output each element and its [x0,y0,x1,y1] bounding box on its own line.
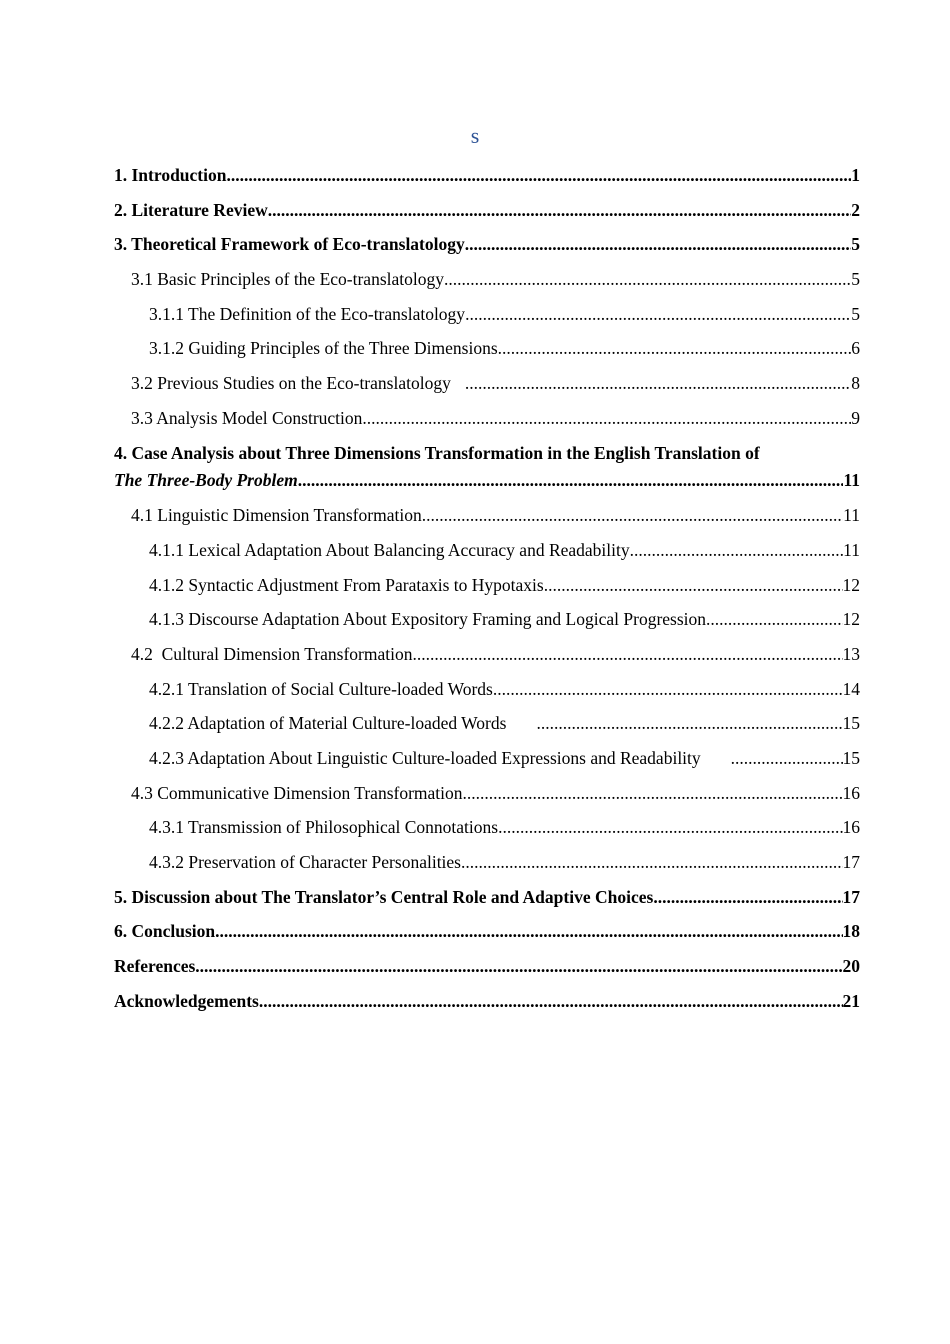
toc-entry-communicative-dimension[interactable] [114,780,860,806]
toc-entry-page: 9 [851,407,860,428]
dot-leader [226,162,851,188]
dot-leader [362,405,851,431]
toc-entry-title: 1. Introduction [114,165,227,185]
toc-entry-literature-review[interactable] [114,197,860,223]
toc-entry-title: 5. Discussion about The Translator’s Central Role and Adaptive Choices [114,886,654,907]
dot-leader [465,370,851,396]
toc-entry-title: References [114,956,196,977]
dot-leader [195,953,842,979]
toc-entry-page: 6 [851,338,860,359]
toc-entry-guiding-principles[interactable] [114,335,860,361]
toc-entry-title: 4.3 Communicative Dimension Transformation [131,782,463,803]
toc-entry-page: 17 [842,852,860,873]
toc-entry-title: 3.2 Previous Studies on the Eco-translatology [131,373,451,394]
toc-entry-cultural-dimension[interactable] [114,641,860,667]
toc-entry-previous-studies[interactable] [114,370,860,396]
toc-entry-page: 13 [842,643,860,664]
dot-leader [536,710,842,736]
toc-entry-page: 17 [842,886,860,907]
dot-leader [463,780,843,806]
toc-entry-linguistic-dimension[interactable] [114,502,860,528]
toc-entry-title: 4.2.3 Adaptation About Linguistic Culture-loaded Expressions and Readability [149,748,701,768]
toc-entry-analysis-model[interactable] [114,405,860,431]
toc-entry-references[interactable] [114,953,860,979]
toc-entry-page: 11 [843,469,860,490]
toc-entry-title: 4.3.2 Preservation of Character Personalities [149,852,461,873]
toc-entry-page: 16 [842,782,860,803]
toc-entry-page: 12 [842,574,860,595]
dot-leader [412,641,842,667]
dot-leader [444,266,851,292]
toc-entry-page: 16 [842,817,860,838]
toc-entry-social-culture[interactable] [114,676,860,702]
toc-entry-case-analysis[interactable] [114,440,860,494]
toc-entry-discussion[interactable] [114,884,860,910]
toc-entry-acknowledgements[interactable] [114,988,860,1014]
dot-leader [498,814,842,840]
toc-entry-lexical-adaptation[interactable] [114,537,860,563]
toc-entry-title: 4.1.3 Discourse Adaptation About Expository Framing and Logical Progression [149,609,707,630]
toc-entry-title: 4.1 Linguistic Dimension Transformation [131,505,422,526]
toc-entry-title-line1: 4. Case Analysis about Three Dimensions Transformation in the English Translation of [114,442,760,463]
dot-leader [731,745,843,771]
toc-entry-page: 1 [851,165,860,185]
toc-entry-title: 3.3 Analysis Model Construction [131,407,363,428]
toc-entry-page: 8 [851,373,860,394]
dot-leader [465,231,852,257]
dot-leader [653,884,842,910]
toc-entry-basic-principles[interactable] [114,266,860,292]
toc-entry-character-personalities[interactable] [114,849,860,875]
toc-entry-title: 3.1.2 Guiding Principles of the Three Dimensions [149,338,498,359]
dot-leader [544,572,843,598]
toc-entry-title: 3.1.1 The Definition of the Eco-translatology [149,303,466,324]
toc-entry-page: 14 [842,678,860,699]
dot-leader [493,676,843,702]
toc-entry-page: 2 [851,199,860,220]
dot-leader [268,197,852,223]
toc-entry-title: 6. Conclusion [114,921,216,942]
toc-entry-philosophical-connotations[interactable] [114,814,860,840]
toc-entry-page: 5 [851,234,860,255]
toc-entry-page: 11 [843,505,860,526]
toc-entry-page: 5 [851,269,860,290]
dot-leader [422,502,843,528]
toc-entry-linguistic-culture[interactable] [114,745,860,771]
toc-entry-title: 4.3.1 Transmission of Philosophical Connotations [149,817,499,838]
toc-heading: s [470,123,480,148]
dot-leader [259,988,843,1014]
toc-entry-theoretical-framework[interactable] [114,231,860,257]
toc-entry-page: 5 [851,303,860,324]
table-of-contents [114,162,860,1023]
dot-leader [706,606,842,632]
toc-entry-definition[interactable] [114,301,860,327]
toc-entry-title: 3. Theoretical Framework of Eco-translatology [114,234,465,255]
toc-entry-page: 11 [843,539,860,560]
toc-entry-material-culture[interactable] [114,710,860,736]
toc-entry-title: 2. Literature Review [114,199,268,220]
toc-entry-page: 21 [842,990,860,1011]
toc-entry-syntactic-adjustment[interactable] [114,572,860,598]
dot-leader [465,301,851,327]
toc-entry-title: Acknowledgements [114,990,259,1011]
dot-leader [461,849,843,875]
dot-leader [498,335,852,361]
toc-entry-title: 4.2.1 Translation of Social Culture-loaded Words [149,678,493,699]
toc-entry-introduction[interactable] [114,162,860,188]
toc-entry-page: 15 [842,713,860,734]
toc-entry-page: 18 [842,921,860,942]
toc-entry-discourse-adaptation[interactable] [114,606,860,632]
toc-entry-title: 4.1.2 Syntactic Adjustment From Parataxis to Hypotaxis [149,574,544,595]
dot-leader [215,918,842,944]
toc-entry-title: 3.1 Basic Principles of the Eco-translatology [131,269,444,290]
toc-entry-conclusion[interactable] [114,918,860,944]
toc-entry-page: 12 [842,609,860,630]
toc-entry-page: 20 [842,956,860,977]
toc-entry-title: 4.2 Cultural Dimension Transformation [131,643,413,664]
dot-leader [630,537,844,563]
toc-entry-title: 4.2.2 Adaptation of Material Culture-loaded Words [149,713,507,734]
toc-entry-page: 15 [842,748,860,768]
toc-entry-title: 4.1.1 Lexical Adaptation About Balancing Accuracy and Readability [149,539,630,560]
toc-entry-title-line2: The Three-Body Problem [114,469,298,490]
dot-leader [298,466,844,494]
